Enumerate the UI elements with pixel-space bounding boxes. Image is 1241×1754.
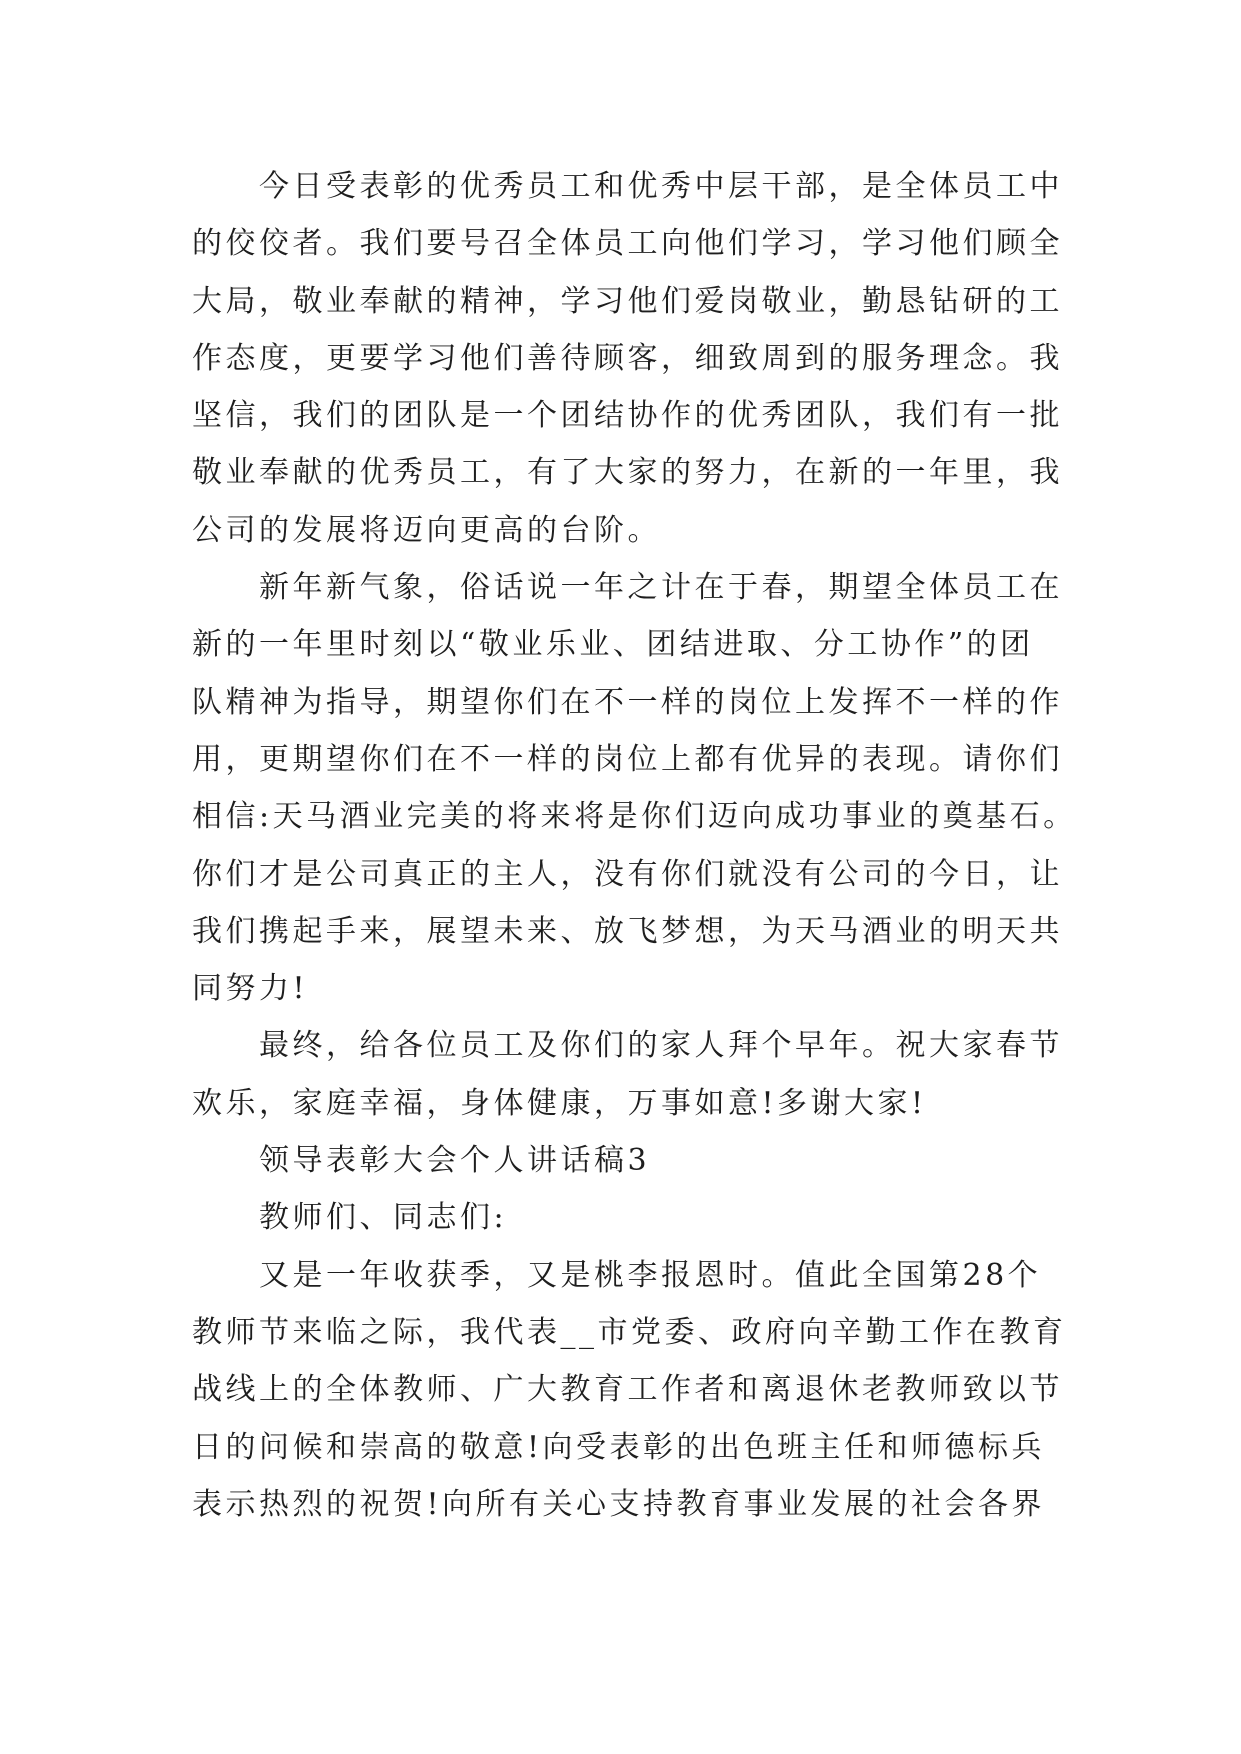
text-line: 新的一年里时刻以“敬业乐业、团结进取、分工协作”的团 <box>192 627 1034 663</box>
text-line: 同努力! <box>192 971 309 1007</box>
text-line: 又是一年收获季，又是桃李报恩时。值此全国第28个 <box>259 1257 1042 1293</box>
text-line: 的佼佼者。我们要号召全体员工向他们学习，学习他们顾全 <box>192 226 1063 262</box>
text-line: 你们才是公司真正的主人，没有你们就没有公司的今日，让 <box>192 856 1063 892</box>
text-line: 相信:天马酒业完美的将来将是你们迈向成功事业的奠基石。 <box>192 799 1077 835</box>
text-line: 公司的发展将迈向更高的台阶。 <box>192 512 661 548</box>
text-line: 队精神为指导，期望你们在不一样的岗位上发挥不一样的作 <box>192 684 1063 720</box>
text-line: 坚信，我们的团队是一个团结协作的优秀团队，我们有一批 <box>192 398 1063 434</box>
section-heading: 领导表彰大会个人讲话稿3 <box>259 1143 651 1179</box>
text-line: 战线上的全体教师、广大教育工作者和离退休老教师致以节 <box>192 1372 1063 1408</box>
text-line: 大局，敬业奉献的精神，学习他们爱岗敬业，勤恳钻研的工 <box>192 283 1063 319</box>
text-line: 作态度，更要学习他们善待顾客，细致周到的服务理念。我 <box>192 340 1063 376</box>
text-line: 欢乐，家庭幸福，身体健康，万事如意!多谢大家! <box>192 1085 927 1121</box>
document-body <box>192 158 1077 1533</box>
text-line: 日的问候和崇高的敬意!向受表彰的出色班主任和师德标兵 <box>192 1429 1046 1465</box>
text-line: 今日受表彰的优秀员工和优秀中层干部，是全体员工中 <box>259 169 1063 204</box>
text-line: 表示热烈的祝贺!向所有关心支持教育事业发展的社会各界 <box>192 1486 1046 1522</box>
text-line: 敬业奉献的优秀员工，有了大家的努力，在新的一年里，我 <box>192 455 1063 491</box>
text-line: 新年新气象，俗话说一年之计在于春，期望全体员工在 <box>259 570 1063 606</box>
text-line: 教师节来临之际，我代表__市党委、政府向辛勤工作在教育 <box>192 1314 1067 1350</box>
text-line: 用，更期望你们在不一样的岗位上都有优异的表现。请你们 <box>192 741 1063 777</box>
text-line: 我们携起手来，展望未来、放飞梦想，为天马酒业的明天共 <box>192 913 1063 949</box>
text-line: 最终，给各位员工及你们的家人拜个早年。祝大家春节 <box>259 1028 1063 1064</box>
salutation: 教师们、同志们: <box>259 1200 508 1236</box>
